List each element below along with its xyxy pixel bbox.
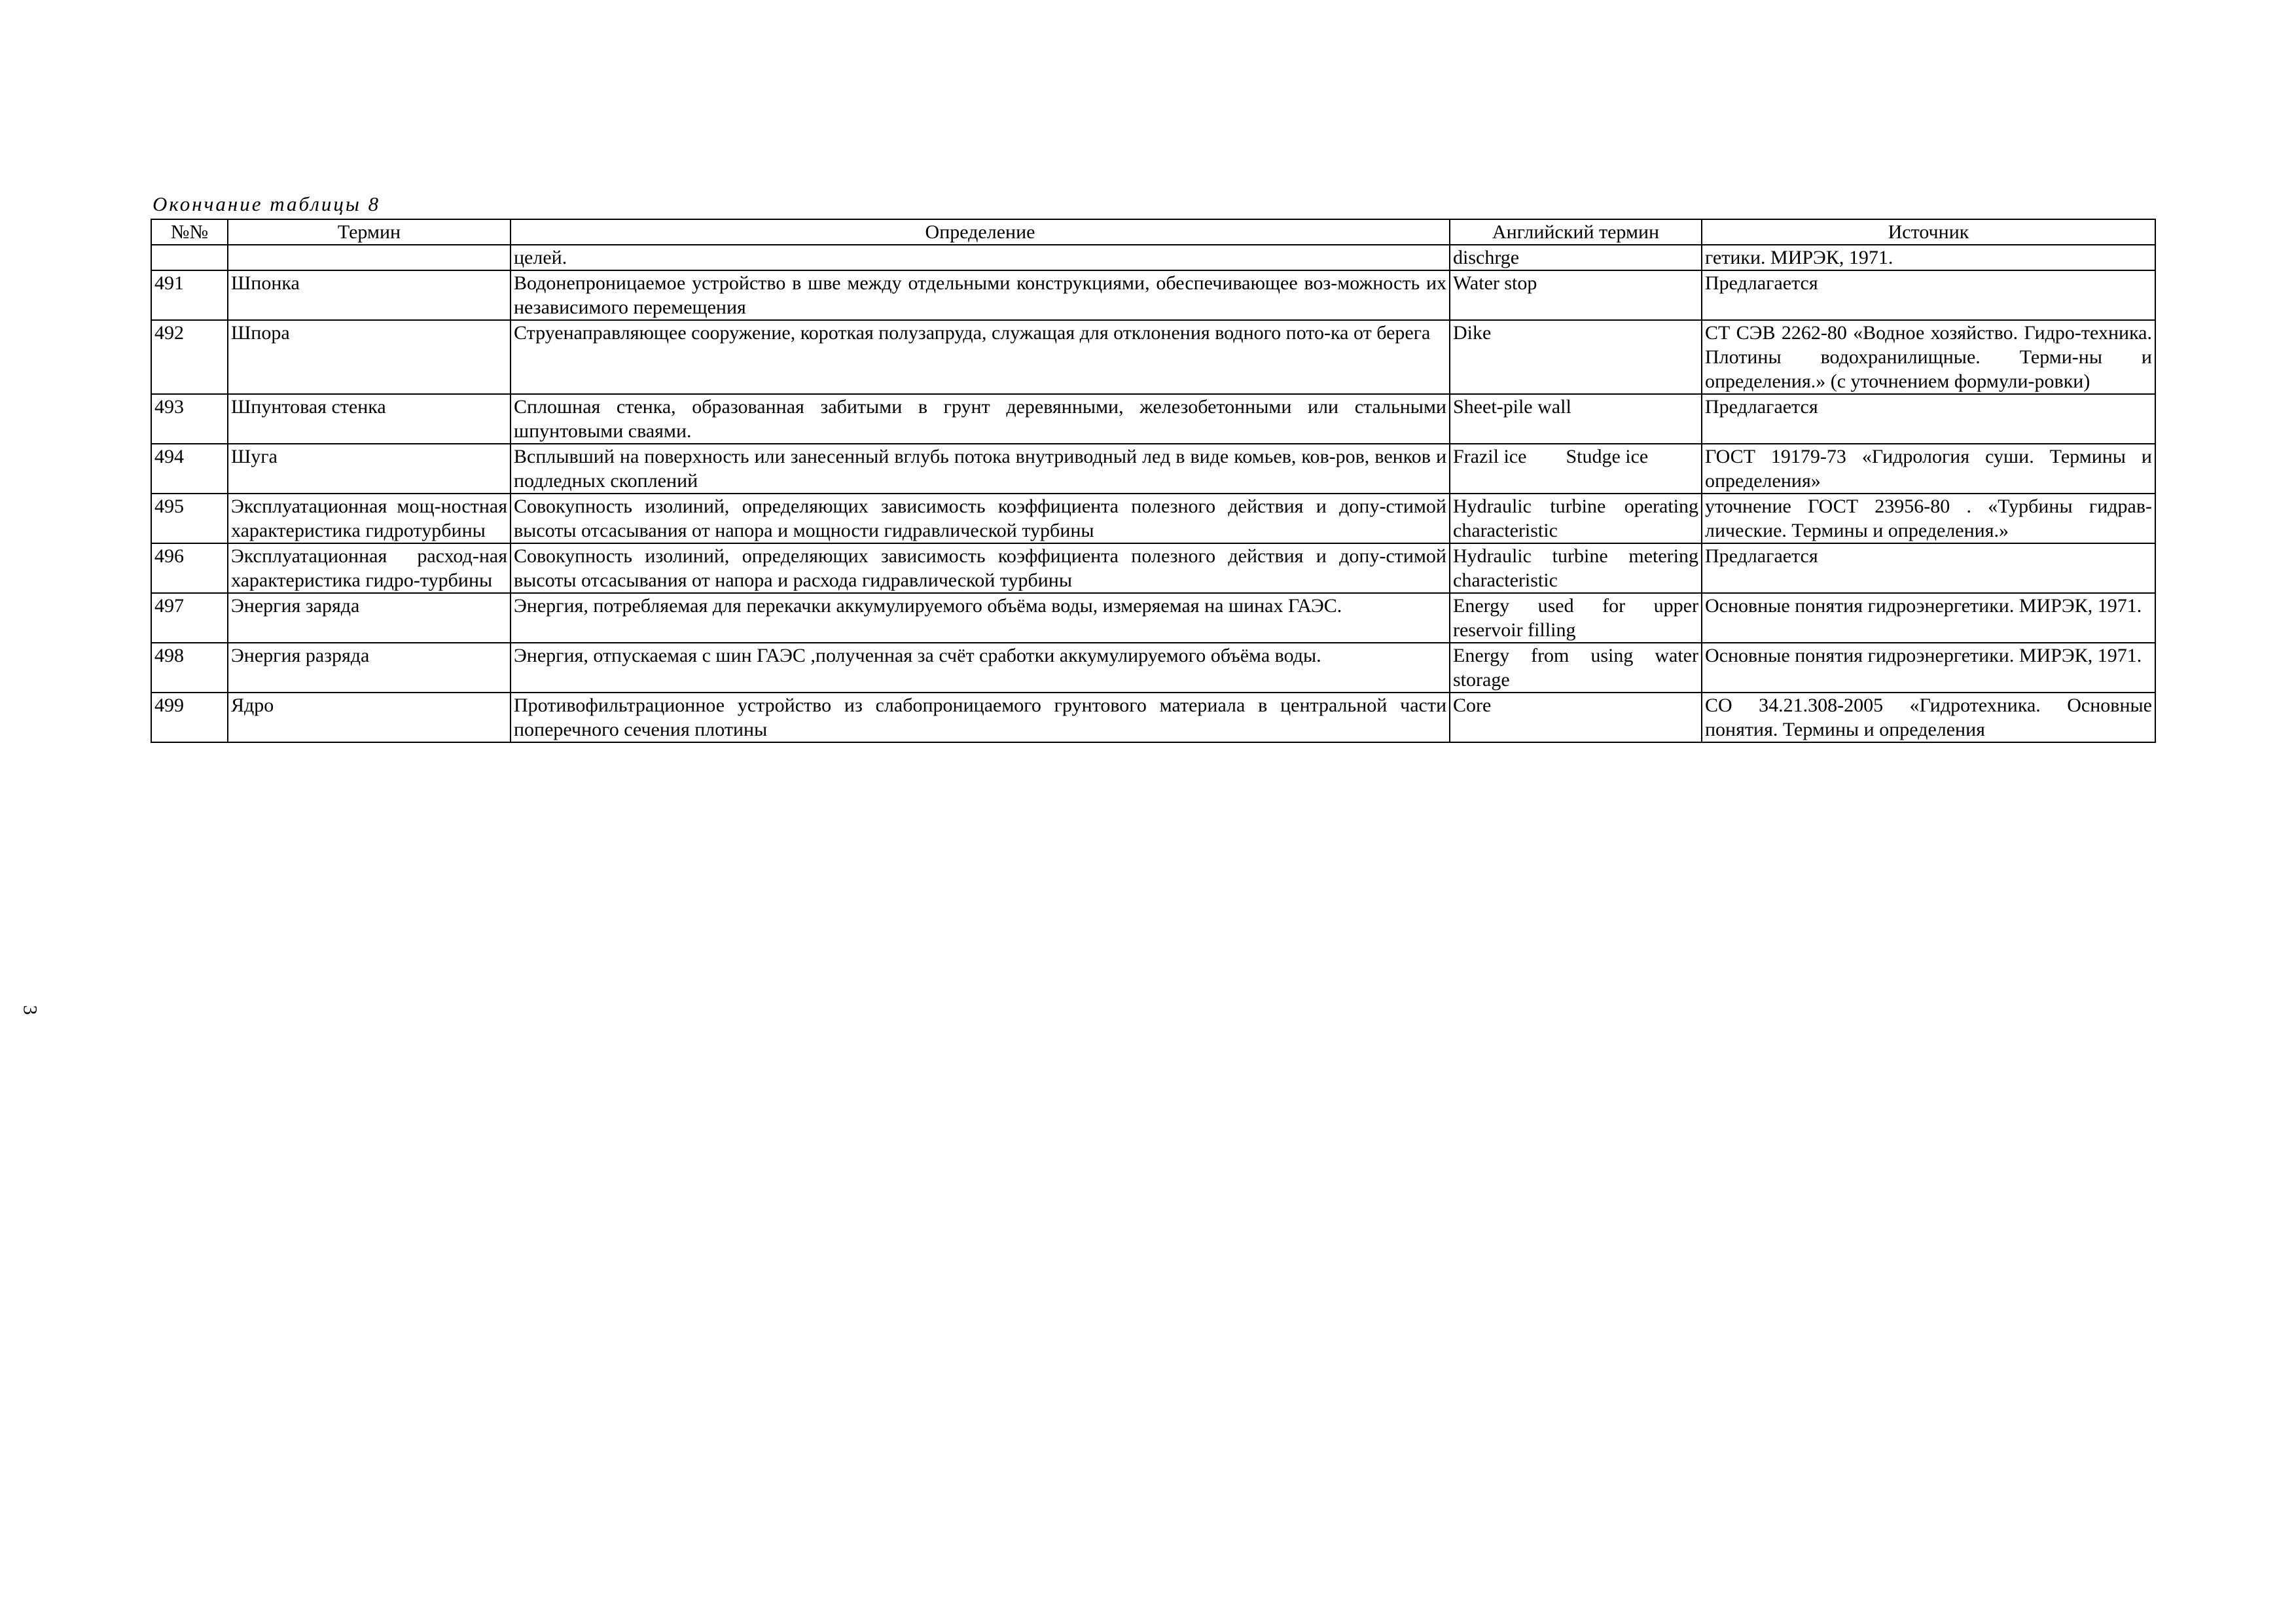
row-number: 491 — [151, 270, 228, 320]
row-source: гетики. МИРЭК, 1971. — [1702, 245, 2155, 270]
row-number: 498 — [151, 643, 228, 693]
header-source: Источник — [1702, 219, 2155, 245]
row-number: 492 — [151, 320, 228, 394]
row-english-term: Hydraulic turbine metering characteristic — [1450, 543, 1702, 593]
table-row — [151, 245, 2155, 270]
row-english-term: Dike — [1450, 320, 1702, 394]
row-number: 494 — [151, 444, 228, 494]
row-definition: Струенаправляющее сооружение, короткая полузапруда, служащая для отклонения водного пото-ка от берега — [511, 320, 1450, 394]
row-english-term: Energy used for upper reservoir filling — [1450, 593, 1702, 643]
row-source: СТ СЭВ 2262-80 «Водное хозяйство. Гидро-техника. Плотины водохранилищные. Терми-ны и определения.» (с уточнением формули-ровки) — [1702, 320, 2155, 394]
row-definition: Энергия, отпускаемая с шин ГАЭС ,полученная за счёт сработки аккумулируемого объёма воды. — [511, 643, 1450, 693]
row-term: Шпора — [228, 320, 511, 394]
header-term: Термин — [228, 219, 511, 245]
header-number: №№ — [151, 219, 228, 245]
row-english-term: Hydraulic turbine operating characteristic — [1450, 494, 1702, 543]
row-english-term: Water stop — [1450, 270, 1702, 320]
row-definition: Противофильтрационное устройство из слабопроницаемого грунтового материала в центральной части поперечного сечения плотины — [511, 693, 1450, 742]
table-row — [151, 444, 2155, 494]
row-definition: целей. — [511, 245, 1450, 270]
row-definition: Водонепроницаемое устройство в шве между отдельными конструкциями, обеспечивающее воз-можность их независимого перемещения — [511, 270, 1450, 320]
row-term: Шпунтовая стенка — [228, 394, 511, 444]
table-row — [151, 270, 2155, 320]
header-definition: Определение — [511, 219, 1450, 245]
row-source: Основные понятия гидроэнергетики. МИРЭК, 1971. — [1702, 643, 2155, 693]
row-source: ГОСТ 19179-73 «Гидрология суши. Термины и определения» — [1702, 444, 2155, 494]
header-english-term: Английский термин — [1450, 219, 1702, 245]
row-english-term: Sheet-pile wall — [1450, 394, 1702, 444]
row-english-term: Frazil ice Studge ice — [1450, 444, 1702, 494]
row-number: 499 — [151, 693, 228, 742]
terms-table — [151, 219, 2156, 743]
row-source: уточнение ГОСТ 23956-80 . «Турбины гидрав-лические. Термины и определения.» — [1702, 494, 2155, 543]
row-term: Эксплуатационная мощ-ностная характеристика гидротурбины — [228, 494, 511, 543]
table-row — [151, 543, 2155, 593]
table-caption: Окончание таблицы 8 — [152, 192, 381, 215]
row-source: СО 34.21.308-2005 «Гидротехника. Основные понятия. Термины и определения — [1702, 693, 2155, 742]
row-english-term: Core — [1450, 693, 1702, 742]
row-english-term: Energy from using water storage — [1450, 643, 1702, 693]
row-definition: Энергия, потребляемая для перекачки аккумулируемого объёма воды, измеряемая на шинах ГАЭС. — [511, 593, 1450, 643]
table-row — [151, 643, 2155, 693]
row-number: 497 — [151, 593, 228, 643]
table-row — [151, 320, 2155, 394]
table-row — [151, 494, 2155, 543]
page-number: 3 — [19, 1005, 41, 1015]
row-source: Основные понятия гидроэнергетики. МИРЭК, 1971. — [1702, 593, 2155, 643]
table-row — [151, 394, 2155, 444]
table-row — [151, 693, 2155, 742]
row-source: Предлагается — [1702, 394, 2155, 444]
row-definition: Совокупность изолиний, определяющих зависимость коэффициента полезного действия и допу-стимой высоты отсасывания от напора и мощности гидравлической турбины — [511, 494, 1450, 543]
row-source: Предлагается — [1702, 270, 2155, 320]
row-term: Шуга — [228, 444, 511, 494]
row-term: Ядро — [228, 693, 511, 742]
row-number — [151, 245, 228, 270]
row-source: Предлагается — [1702, 543, 2155, 593]
row-term: Энергия разряда — [228, 643, 511, 693]
row-term — [228, 245, 511, 270]
row-english-term: dischrge — [1450, 245, 1702, 270]
table-header-row — [151, 219, 2155, 245]
row-term: Энергия заряда — [228, 593, 511, 643]
row-definition: Сплошная стенка, образованная забитыми в грунт деревянными, железобетонными или стальными шпунтовыми сваями. — [511, 394, 1450, 444]
row-number: 493 — [151, 394, 228, 444]
row-term: Эксплуатационная расход-ная характеристика гидро-турбины — [228, 543, 511, 593]
row-number: 495 — [151, 494, 228, 543]
row-number: 496 — [151, 543, 228, 593]
row-term: Шпонка — [228, 270, 511, 320]
row-definition: Всплывший на поверхность или занесенный вглубь потока внутриводный лед в виде комьев, ков-ров, венков и подледных скоплений — [511, 444, 1450, 494]
row-definition: Совокупность изолиний, определяющих зависимость коэффициента полезного действия и допу-стимой высоты отсасывания от напора и расхода гидравлической турбины — [511, 543, 1450, 593]
table-row — [151, 593, 2155, 643]
